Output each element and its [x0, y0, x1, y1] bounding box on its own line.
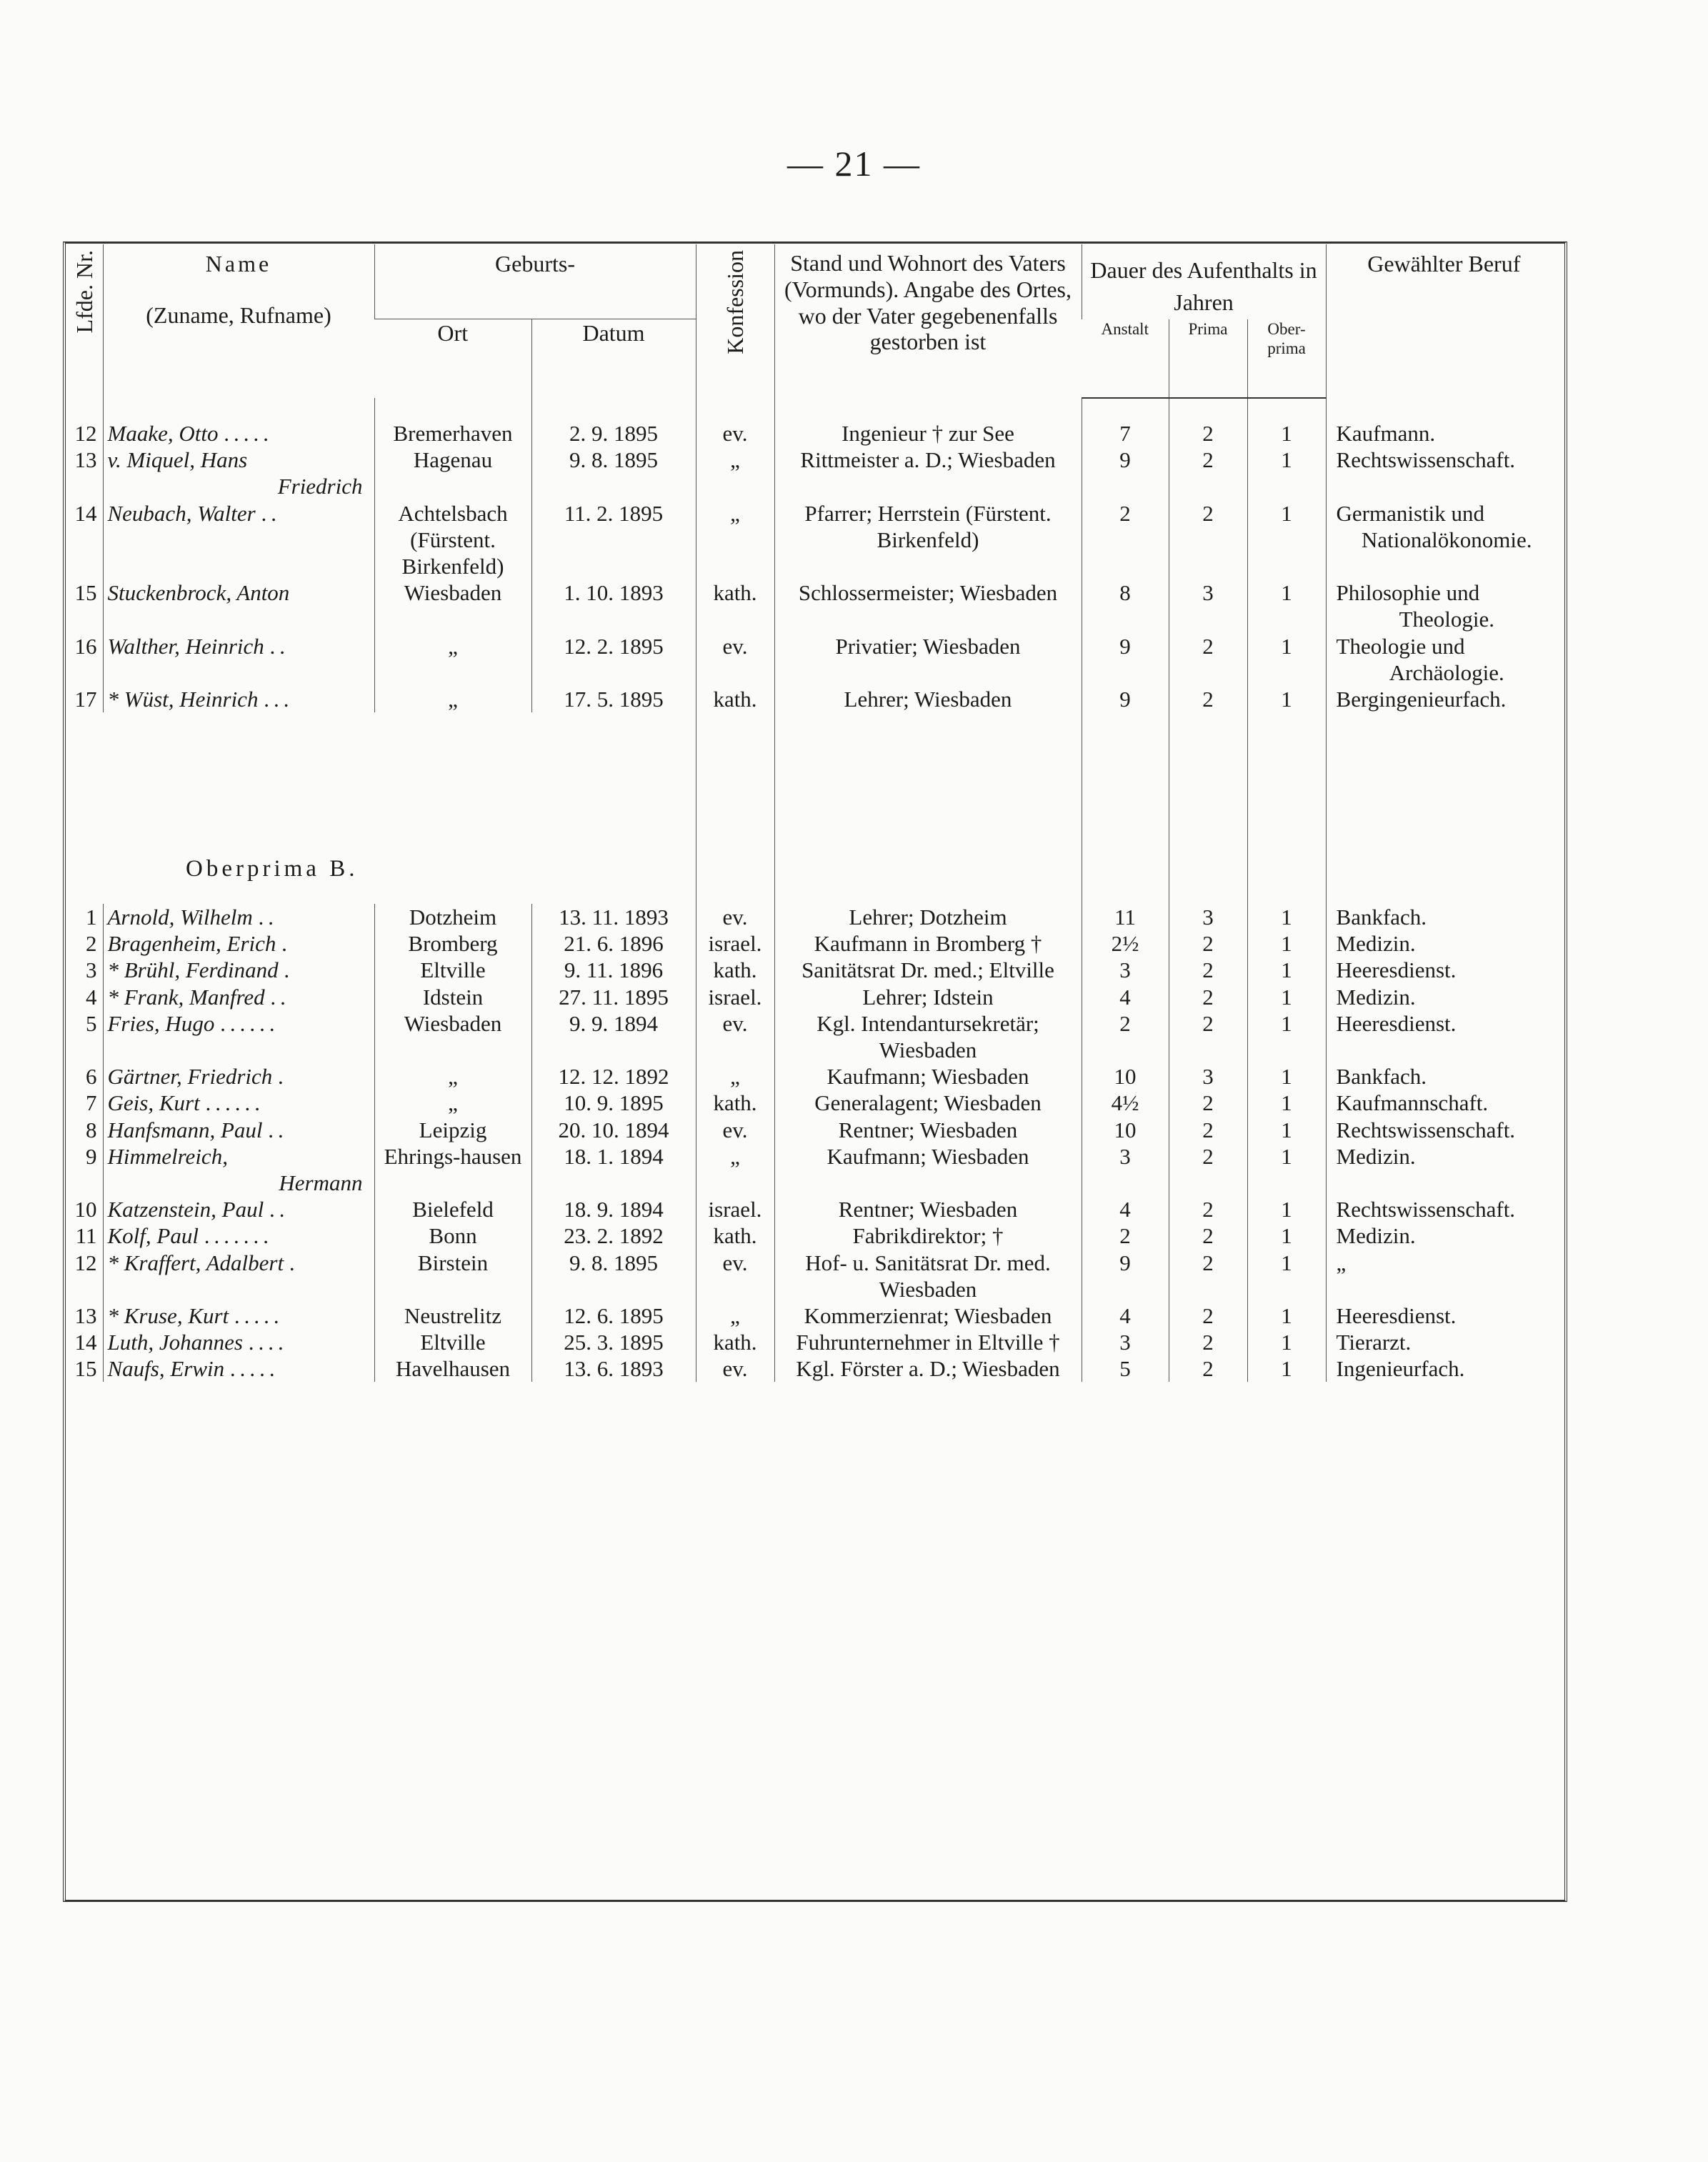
years-prima: 2 [1169, 1250, 1247, 1302]
birth-place: Havelhausen [374, 1355, 531, 1382]
student-name: Neubach, Walter .. [103, 500, 374, 580]
header-konfession: Konfession [696, 244, 774, 398]
birth-place: Achtelsbach (Fürstent. Birkenfeld) [374, 500, 531, 580]
table-row [66, 686, 1562, 712]
header-anstalt: Anstalt [1082, 319, 1169, 399]
student-name: Katzenstein, Paul .. [103, 1196, 374, 1222]
father-occupation: Kaufmann; Wiesbaden [774, 1063, 1082, 1090]
confession: „ [696, 1143, 774, 1196]
chosen-profession: Kaufmannschaft. [1326, 1090, 1562, 1116]
years-anstalt: 11 [1082, 904, 1169, 930]
birth-place: Neustrelitz [374, 1302, 531, 1329]
birth-date: 12. 6. 1895 [531, 1302, 696, 1329]
birth-date: 27. 11. 1895 [531, 984, 696, 1010]
birth-date: 12. 12. 1892 [531, 1063, 696, 1090]
years-prima: 3 [1169, 1063, 1247, 1090]
confession: kath. [696, 1329, 774, 1355]
years-prima: 2 [1169, 1143, 1247, 1196]
chosen-profession: Bankfach. [1326, 1063, 1562, 1090]
years-prima: 2 [1169, 1329, 1247, 1355]
table-row [66, 957, 1562, 983]
birth-date: 17. 5. 1895 [531, 686, 696, 712]
student-name-continued: Friedrich [277, 474, 363, 499]
years-prima: 2 [1169, 984, 1247, 1010]
birth-date: 25. 3. 1895 [531, 1329, 696, 1355]
father-occupation: Kgl. Intendantursekretär; Wiesbaden [774, 1010, 1082, 1063]
birth-date: 18. 9. 1894 [531, 1196, 696, 1222]
table-row [66, 1222, 1562, 1249]
years-oberprima: 1 [1247, 1010, 1326, 1063]
student-name: Walther, Heinrich .. [103, 633, 374, 686]
student-name: Gärtner, Friedrich . [103, 1063, 374, 1090]
student-name: * Frank, Manfred .. [103, 984, 374, 1010]
row-number: 15 [74, 1356, 97, 1382]
table-header [66, 244, 1562, 398]
chosen-profession: Rechtswissenschaft. [1326, 1117, 1562, 1143]
chosen-profession: Tierarzt. [1326, 1329, 1562, 1355]
birth-date: 1. 10. 1893 [531, 579, 696, 632]
student-name: Luth, Johannes .... [103, 1329, 374, 1355]
father-occupation: Generalagent; Wiesbaden [774, 1090, 1082, 1116]
years-prima: 2 [1169, 1117, 1247, 1143]
years-anstalt: 4½ [1082, 1090, 1169, 1116]
years-anstalt: 9 [1082, 1250, 1169, 1302]
chosen-profession: Germanistik und Nationalökonomie. [1326, 500, 1562, 580]
student-register-table [66, 244, 1562, 1382]
years-oberprima: 1 [1247, 1117, 1326, 1143]
row-number: 2 [86, 931, 97, 957]
father-occupation: Kgl. Förster a. D.; Wiesbaden [774, 1355, 1082, 1382]
student-name: Maake, Otto ..... [103, 420, 374, 447]
birth-date: 2. 9. 1895 [531, 420, 696, 447]
birth-place: Bromberg [374, 930, 531, 957]
page-number: — 21 — [787, 144, 921, 184]
years-prima: 2 [1169, 930, 1247, 957]
years-prima: 2 [1169, 686, 1247, 712]
chosen-profession: Kaufmann. [1326, 420, 1562, 447]
father-occupation: Pfarrer; Herrstein (Fürstent. Birkenfeld) [774, 500, 1082, 580]
years-prima: 2 [1169, 1010, 1247, 1063]
student-name: Naufs, Erwin ..... [103, 1355, 374, 1382]
row-number: 14 [74, 1330, 97, 1355]
confession: ev. [696, 633, 774, 686]
table-row [66, 633, 1562, 686]
table-row [66, 420, 1562, 447]
table-row [66, 1010, 1562, 1063]
table-row [66, 1196, 1562, 1222]
years-oberprima: 1 [1247, 1355, 1326, 1382]
birth-date: 13. 6. 1893 [531, 1355, 696, 1382]
table-row [66, 1063, 1562, 1090]
section-b-label: Oberprima B. [186, 856, 359, 882]
father-occupation: Ingenieur † zur See [774, 420, 1082, 447]
years-prima: 2 [1169, 633, 1247, 686]
student-name: Kolf, Paul ....... [103, 1222, 374, 1249]
table-row [66, 1117, 1562, 1143]
confession: israel. [696, 1196, 774, 1222]
birth-place: „ [374, 633, 531, 686]
years-oberprima: 1 [1247, 1250, 1326, 1302]
years-prima: 2 [1169, 1302, 1247, 1329]
confession: „ [696, 1302, 774, 1329]
confession: ev. [696, 1010, 774, 1063]
student-name: Himmelreich, Hermann [103, 1143, 374, 1196]
header-lfde-nr: Lfde. Nr. [71, 250, 97, 334]
header-prima: Prima [1169, 319, 1247, 399]
father-occupation: Lehrer; Dotzheim [774, 904, 1082, 930]
years-prima: 3 [1169, 904, 1247, 930]
row-number: 16 [74, 633, 97, 659]
student-name: * Wüst, Heinrich ... [103, 686, 374, 712]
chosen-profession-continued: Theologie. [1399, 607, 1494, 632]
years-oberprima: 1 [1247, 633, 1326, 686]
father-occupation: Rittmeister a. D.; Wiesbaden [774, 447, 1082, 499]
years-anstalt: 4 [1082, 1196, 1169, 1222]
father-occupation: Kaufmann; Wiesbaden [774, 1143, 1082, 1196]
chosen-profession-continued: Archäologie. [1389, 659, 1504, 685]
years-oberprima: 1 [1247, 1196, 1326, 1222]
years-oberprima: 1 [1247, 930, 1326, 957]
years-anstalt: 2 [1082, 500, 1169, 580]
table-row [66, 500, 1562, 580]
years-oberprima: 1 [1247, 1090, 1326, 1116]
table-row [66, 447, 1562, 499]
birth-date: 9. 8. 1895 [531, 1250, 696, 1302]
years-anstalt: 9 [1082, 447, 1169, 499]
header-oberprima: Ober-prima [1247, 319, 1326, 399]
student-name: Arnold, Wilhelm .. [103, 904, 374, 930]
chosen-profession: Heeresdienst. [1326, 1302, 1562, 1329]
birth-date: 23. 2. 1892 [531, 1222, 696, 1249]
chosen-profession: „ [1326, 1250, 1562, 1302]
years-anstalt: 10 [1082, 1117, 1169, 1143]
years-oberprima: 1 [1247, 447, 1326, 499]
student-name: * Brühl, Ferdinand . [103, 957, 374, 983]
chosen-profession: Heeresdienst. [1326, 957, 1562, 983]
years-anstalt: 2 [1082, 1010, 1169, 1063]
years-anstalt: 4 [1082, 1302, 1169, 1329]
row-number: 13 [74, 447, 97, 473]
years-anstalt: 4 [1082, 984, 1169, 1010]
years-prima: 2 [1169, 1355, 1247, 1382]
section-b [66, 712, 1562, 904]
years-oberprima: 1 [1247, 579, 1326, 632]
father-occupation: Rentner; Wiesbaden [774, 1117, 1082, 1143]
years-prima: 2 [1169, 1090, 1247, 1116]
years-anstalt: 2 [1082, 1222, 1169, 1249]
birth-place: Leipzig [374, 1117, 531, 1143]
row-number: 12 [74, 1250, 97, 1275]
header-ort: Ort [374, 319, 531, 399]
years-anstalt: 7 [1082, 420, 1169, 447]
confession: „ [696, 447, 774, 499]
header-datum: Datum [531, 319, 696, 399]
birth-date: 12. 2. 1895 [531, 633, 696, 686]
birth-place: Hagenau [374, 447, 531, 499]
birth-place: „ [374, 1063, 531, 1090]
years-prima: 2 [1169, 420, 1247, 447]
father-occupation: Kommerzienrat; Wiesbaden [774, 1302, 1082, 1329]
student-name: Stuckenbrock, Anton [103, 579, 374, 632]
years-oberprima: 1 [1247, 1063, 1326, 1090]
row-number: 9 [86, 1143, 97, 1169]
row-number: 15 [74, 580, 97, 606]
years-oberprima: 1 [1247, 1329, 1326, 1355]
confession: kath. [696, 686, 774, 712]
confession: kath. [696, 1090, 774, 1116]
birth-place: Ehrings-hausen [374, 1143, 531, 1196]
birth-date: 13. 11. 1893 [531, 904, 696, 930]
birth-place: Wiesbaden [374, 579, 531, 632]
father-occupation: Sanitätsrat Dr. med.; Eltville [774, 957, 1082, 983]
years-prima: 2 [1169, 1222, 1247, 1249]
row-number: 13 [74, 1302, 97, 1328]
father-occupation: Lehrer; Wiesbaden [774, 686, 1082, 712]
birth-place: „ [374, 1090, 531, 1116]
table-row [66, 1143, 1562, 1196]
student-name: Geis, Kurt ...... [103, 1090, 374, 1116]
confession: ev. [696, 1250, 774, 1302]
row-number: 10 [74, 1197, 97, 1222]
header-vater: Stand und Wohnort des Vaters (Vormunds). Angabe des Ortes, wo der Vater gegebenenfalls gestorben ist [774, 244, 1082, 398]
chosen-profession: Ingenieurfach. [1326, 1355, 1562, 1382]
years-anstalt: 8 [1082, 579, 1169, 632]
confession: ev. [696, 1355, 774, 1382]
years-oberprima: 1 [1247, 957, 1326, 983]
confession: israel. [696, 930, 774, 957]
years-anstalt: 10 [1082, 1063, 1169, 1090]
chosen-profession: Theologie und Archäologie. [1326, 633, 1562, 686]
years-oberprima: 1 [1247, 1302, 1326, 1329]
birth-place: Dotzheim [374, 904, 531, 930]
years-prima: 2 [1169, 957, 1247, 983]
row-number: 14 [74, 500, 97, 526]
father-occupation: Fuhrunternehmer in Eltville † [774, 1329, 1082, 1355]
table-row [66, 579, 1562, 632]
row-number: 6 [86, 1064, 97, 1090]
years-anstalt: 2½ [1082, 930, 1169, 957]
row-number: 7 [86, 1090, 97, 1116]
years-anstalt: 3 [1082, 1329, 1169, 1355]
birth-place: Idstein [374, 984, 531, 1010]
student-name: Fries, Hugo ...... [103, 1010, 374, 1063]
student-name: * Kraffert, Adalbert . [103, 1250, 374, 1302]
birth-place: „ [374, 686, 531, 712]
group-b-rows [66, 904, 1562, 1382]
birth-place: Bielefeld [374, 1196, 531, 1222]
row-number: 5 [86, 1010, 97, 1036]
chosen-profession: Bergingenieurfach. [1326, 686, 1562, 712]
header-name: Name (Zuname, Rufname) [103, 244, 374, 398]
father-occupation: Lehrer; Idstein [774, 984, 1082, 1010]
chosen-profession: Medizin. [1326, 984, 1562, 1010]
father-occupation: Fabrikdirektor; † [774, 1222, 1082, 1249]
row-number: 12 [74, 421, 97, 446]
years-anstalt: 9 [1082, 633, 1169, 686]
years-prima: 2 [1169, 500, 1247, 580]
birth-date: 20. 10. 1894 [531, 1117, 696, 1143]
confession: kath. [696, 957, 774, 983]
birth-date: 10. 9. 1895 [531, 1090, 696, 1116]
birth-date: 9. 9. 1894 [531, 1010, 696, 1063]
years-oberprima: 1 [1247, 500, 1326, 580]
father-occupation: Privatier; Wiesbaden [774, 633, 1082, 686]
table-row [66, 1355, 1562, 1382]
table-row [66, 984, 1562, 1010]
header-beruf: Gewählter Beruf [1326, 244, 1562, 398]
chosen-profession: Medizin. [1326, 930, 1562, 957]
row-number: 1 [86, 905, 97, 930]
row-number: 3 [86, 957, 97, 983]
birth-date: 9. 11. 1896 [531, 957, 696, 983]
years-prima: 2 [1169, 1196, 1247, 1222]
birth-place: Birstein [374, 1250, 531, 1302]
birth-place: Eltville [374, 957, 531, 983]
confession: kath. [696, 1222, 774, 1249]
chosen-profession-continued: Nationalökonomie. [1362, 527, 1532, 552]
confession: kath. [696, 579, 774, 632]
chosen-profession: Heeresdienst. [1326, 1010, 1562, 1063]
confession: „ [696, 500, 774, 580]
student-name-continued: Hermann [279, 1170, 363, 1195]
confession: israel. [696, 984, 774, 1010]
confession: ev. [696, 904, 774, 930]
father-occupation: Schlossermeister; Wiesbaden [774, 579, 1082, 632]
birth-date: 9. 8. 1895 [531, 447, 696, 499]
student-name: Hanfsmann, Paul .. [103, 1117, 374, 1143]
table-row [66, 904, 1562, 930]
chosen-profession: Medizin. [1326, 1222, 1562, 1249]
years-oberprima: 1 [1247, 686, 1326, 712]
father-occupation: Kaufmann in Bromberg † [774, 930, 1082, 957]
birth-place: Bremerhaven [374, 420, 531, 447]
chosen-profession: Rechtswissenschaft. [1326, 1196, 1562, 1222]
table-row [66, 1090, 1562, 1116]
years-anstalt: 9 [1082, 686, 1169, 712]
years-oberprima: 1 [1247, 984, 1326, 1010]
confession: „ [696, 1063, 774, 1090]
years-oberprima: 1 [1247, 1222, 1326, 1249]
birth-date: 11. 2. 1895 [531, 500, 696, 580]
years-anstalt: 5 [1082, 1355, 1169, 1382]
years-oberprima: 1 [1247, 420, 1326, 447]
row-number: 17 [74, 686, 97, 712]
table-row [66, 930, 1562, 957]
header-geburts: Geburts- [374, 244, 696, 319]
student-name: * Kruse, Kurt ..... [103, 1302, 374, 1329]
row-number: 11 [75, 1223, 97, 1249]
birth-place: Bonn [374, 1222, 531, 1249]
years-anstalt: 3 [1082, 1143, 1169, 1196]
years-anstalt: 3 [1082, 957, 1169, 983]
table-row [66, 1329, 1562, 1355]
birth-place: Eltville [374, 1329, 531, 1355]
father-occupation: Hof- u. Sanitätsrat Dr. med. Wiesbaden [774, 1250, 1082, 1302]
confession: ev. [696, 1117, 774, 1143]
birth-place: Wiesbaden [374, 1010, 531, 1063]
birth-date: 18. 1. 1894 [531, 1143, 696, 1196]
father-occupation: Rentner; Wiesbaden [774, 1196, 1082, 1222]
chosen-profession: Philosophie und Theologie. [1326, 579, 1562, 632]
row-number: 4 [86, 984, 97, 1010]
student-name: Bragenheim, Erich . [103, 930, 374, 957]
years-oberprima: 1 [1247, 1143, 1326, 1196]
table-row [66, 1302, 1562, 1329]
header-dauer: Dauer des Aufenthalts in Jahren [1082, 244, 1326, 319]
birth-date: 21. 6. 1896 [531, 930, 696, 957]
years-oberprima: 1 [1247, 904, 1326, 930]
table-row [66, 1250, 1562, 1302]
student-name: v. Miquel, Hans Friedrich [103, 447, 374, 499]
years-prima: 2 [1169, 447, 1247, 499]
confession: ev. [696, 420, 774, 447]
group-a-rows [66, 398, 1562, 712]
chosen-profession: Bankfach. [1326, 904, 1562, 930]
row-number: 8 [86, 1117, 97, 1142]
years-prima: 3 [1169, 579, 1247, 632]
chosen-profession: Rechtswissenschaft. [1326, 447, 1562, 499]
chosen-profession: Medizin. [1326, 1143, 1562, 1196]
